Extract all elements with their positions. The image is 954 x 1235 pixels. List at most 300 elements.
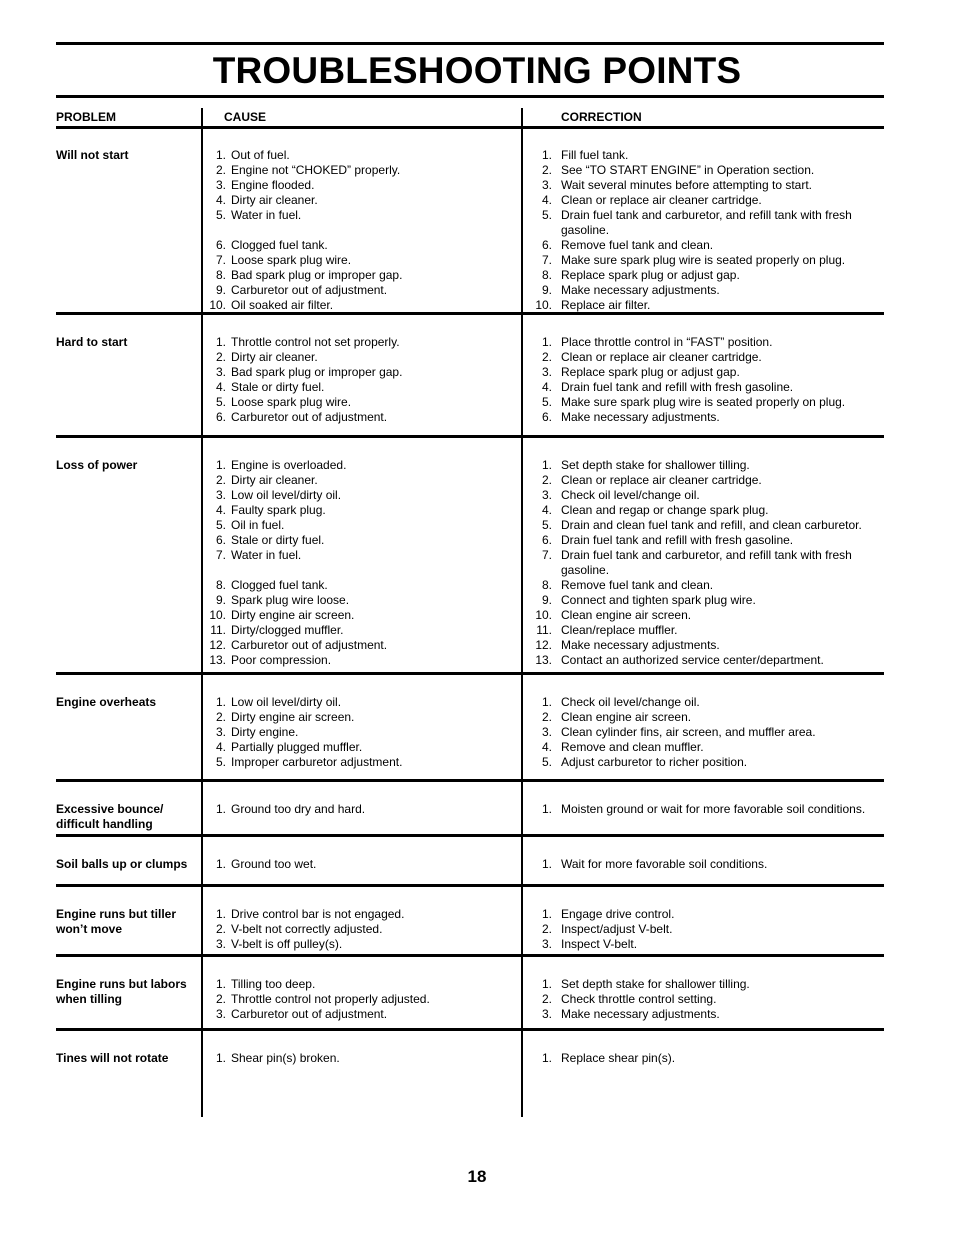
correction-item [534,937,879,952]
cause-item [206,725,516,740]
correction-number: 9. [541,593,552,607]
cause-text: Ground too wet. [231,857,317,871]
correction-number: 1. [541,695,552,709]
table-body [56,128,884,1117]
cause-item [206,410,516,425]
cause-text: Out of fuel. [231,148,290,162]
cause-text: Carburetor out of adjustment. [231,410,388,424]
cause-item [206,992,516,1007]
cause-text: Water in fuel. [231,208,302,222]
correction-number: 3. [541,178,552,192]
cause-number: 8. [215,578,226,592]
column-divider [201,128,203,315]
correction-item [534,653,879,668]
cause-number: 1. [215,458,226,472]
correction-number: 1. [541,335,552,349]
correction-item [534,710,879,725]
problem-text: Excessive bounce/ [56,802,164,816]
cause-item [206,178,516,193]
column-divider [521,675,523,782]
cause-number: 6. [215,533,226,547]
cause-item [206,802,516,817]
cause-item [206,268,516,283]
page-title: TROUBLESHOOTING POINTS [212,50,742,91]
correction-text: Check throttle control setting. [561,992,717,1006]
cause-text: Dirty engine air screen. [231,608,355,622]
correction-text: Remove fuel tank and clean. [561,238,714,252]
cause-item [206,608,516,623]
correction-item [534,977,879,992]
correction-number: 1. [541,458,552,472]
correction-number: 3. [541,365,552,379]
header-cause: CAUSE [224,110,267,124]
correction-text: Replace spark plug or adjust gap. [561,268,740,282]
correction-item [534,503,879,518]
correction-list [534,857,879,872]
correction-text: Clean or replace air cleaner cartridge. [561,350,762,364]
title-rule [56,95,884,98]
correction-item [534,578,879,593]
cause-item [206,488,516,503]
cause-item [206,503,516,518]
correction-item [534,755,879,770]
cause-text: Carburetor out of adjustment. [231,283,388,297]
correction-text: Replace air filter. [561,298,651,312]
correction-number: 5. [541,755,552,769]
cause-number: 3. [215,725,226,739]
correction-text: Check oil level/change oil. [561,488,700,502]
correction-text: Remove fuel tank and clean. [561,578,714,592]
cause-text: Tilling too deep. [231,977,316,991]
column-divider [521,887,523,957]
cause-item [206,148,516,163]
cause-text: Loose spark plug wire. [231,395,352,409]
header-divider-1 [201,108,203,128]
correction-number: 5. [541,208,552,222]
correction-item [534,458,879,473]
correction-list [534,335,879,425]
cause-item [206,253,516,268]
table-row [56,782,884,837]
header-problem: PROBLEM [56,110,116,124]
cause-number: 1. [215,148,226,162]
correction-text: Drain fuel tank and refill with fresh gasoline. [561,533,794,547]
correction-item [534,193,879,208]
column-divider [521,957,523,1031]
correction-item [534,725,879,740]
problem-text: Hard to start [56,335,128,349]
column-divider [201,315,203,438]
cause-text: Dirty engine air screen. [231,710,355,724]
correction-text: Make necessary adjustments. [561,638,720,652]
cause-number: 5. [215,395,226,409]
cause-number: 10. [209,298,226,312]
correction-text: Inspect/adjust V-belt. [561,922,673,936]
cause-number: 1. [215,695,226,709]
correction-item [534,1007,879,1022]
correction-item [534,593,879,608]
correction-text: Make sure spark plug wire is seated properly on plug. [561,395,846,409]
cause-number: 2. [215,922,226,936]
correction-item [534,178,879,193]
cause-number: 2. [215,163,226,177]
correction-number: 2. [541,163,552,177]
cause-number: 3. [215,178,226,192]
cause-text: Improper carburetor adjustment. [231,755,403,769]
correction-number: 13. [535,653,552,667]
column-divider [521,782,523,837]
correction-number: 6. [541,410,552,424]
cause-text: Partially plugged muffler. [231,740,363,754]
cause-item [206,653,516,668]
cause-item [206,380,516,395]
correction-item [534,857,879,872]
cause-text: Stale or dirty fuel. [231,380,325,394]
cause-number: 4. [215,740,226,754]
correction-number: 11. [536,623,552,637]
correction-item [534,488,879,503]
correction-number: 3. [541,725,552,739]
cause-number: 9. [215,593,226,607]
cause-list [206,802,516,817]
cause-item [206,365,516,380]
table-header [56,108,884,128]
correction-item [534,548,879,578]
correction-item [534,907,879,922]
cause-text: Clogged fuel tank. [231,578,328,592]
correction-text: See “TO START ENGINE” in Operation section. [561,163,815,177]
cause-number: 10. [209,608,226,622]
cause-number: 2. [215,350,226,364]
cause-text: Carburetor out of adjustment. [231,638,388,652]
correction-item [534,473,879,488]
correction-list [534,148,879,313]
correction-text: Set depth stake for shallower tilling. [561,977,750,991]
column-divider [521,837,523,887]
cause-number: 3. [215,1007,226,1021]
cause-list [206,335,516,425]
cause-number: 4. [215,193,226,207]
cause-number: 2. [215,992,226,1006]
correction-item [534,163,879,178]
column-divider [521,438,523,675]
correction-text: Drain fuel tank and carburetor, and refill tank with fresh gasoline. [561,548,852,577]
cause-text: Dirty air cleaner. [231,473,318,487]
correction-number: 2. [541,992,552,1006]
correction-item [534,238,879,253]
correction-number: 2. [541,473,552,487]
correction-item [534,253,879,268]
cause-number: 8. [215,268,226,282]
correction-text: Check oil level/change oil. [561,695,700,709]
cause-number: 5. [215,755,226,769]
correction-list [534,695,879,770]
correction-item [534,148,879,163]
cause-text: V-belt is off pulley(s). [231,937,343,951]
column-divider [201,887,203,957]
cause-item [206,755,516,770]
problem-text: Will not start [56,148,129,162]
correction-number: 5. [541,395,552,409]
correction-number: 10. [535,298,552,312]
cause-list [206,1051,516,1066]
column-divider [201,957,203,1031]
correction-text: Set depth stake for shallower tilling. [561,458,750,472]
correction-item [534,350,879,365]
cause-item [206,578,516,593]
cause-item [206,298,516,313]
cause-item [206,238,516,253]
cause-number: 6. [215,238,226,252]
cause-text: Bad spark plug or improper gap. [231,268,403,282]
cause-text: Throttle control not properly adjusted. [231,992,430,1006]
cause-number: 11. [210,623,226,637]
correction-text: Remove and clean muffler. [561,740,704,754]
correction-item [534,410,879,425]
correction-text: Place throttle control in “FAST” position. [561,335,773,349]
correction-item [534,623,879,638]
correction-text: Wait several minutes before attempting to start. [561,178,812,192]
cause-item [206,163,516,178]
problem-cell [56,977,199,1007]
correction-item [534,802,879,817]
table-row [56,957,884,1031]
column-divider [201,438,203,675]
correction-text: Drain fuel tank and carburetor, and refill tank with fresh gasoline. [561,208,852,237]
problem-text: Tines will not rotate [56,1051,169,1065]
correction-text: Engage drive control. [561,907,675,921]
problem-text: won’t move [56,922,123,936]
cause-number: 1. [215,857,226,871]
cause-text: Oil in fuel. [231,518,285,532]
cause-item [206,208,516,223]
cause-text: Spark plug wire loose. [231,593,350,607]
cause-number: 3. [215,365,226,379]
cause-item [206,710,516,725]
cause-number: 1. [215,977,226,991]
correction-number: 9. [541,283,552,297]
cause-number: 7. [215,253,226,267]
cause-list [206,695,516,770]
correction-list [534,458,879,668]
cause-text: Poor compression. [231,653,332,667]
page-number: 18 [467,1167,487,1186]
cause-number: 5. [215,518,226,532]
table-row [56,315,884,438]
correction-item [534,922,879,937]
correction-item [534,395,879,410]
problem-text: Engine overheats [56,695,157,709]
correction-number: 1. [541,977,552,991]
cause-item [206,395,516,410]
cause-text: V-belt not correctly adjusted. [231,922,383,936]
correction-text: Drain and clean fuel tank and refill, and clean carburetor. [561,518,862,532]
cause-number: 9. [215,283,226,297]
correction-number: 3. [541,937,552,951]
cause-item [206,623,516,638]
cause-text: Low oil level/dirty oil. [231,488,342,502]
header-correction: CORRECTION [561,110,642,124]
correction-item [534,208,879,238]
cause-item [206,473,516,488]
correction-text: Moisten ground or wait for more favorable soil conditions. [561,802,866,816]
cause-item [206,922,516,937]
cause-number: 1. [215,802,226,816]
correction-text: Connect and tighten spark plug wire. [561,593,756,607]
table-row [56,837,884,887]
correction-text: Clean or replace air cleaner cartridge. [561,473,762,487]
column-divider [521,315,523,438]
cause-item [206,937,516,952]
correction-number: 1. [541,857,552,871]
cause-text: Dirty engine. [231,725,299,739]
cause-item [206,857,516,872]
cause-number: 5. [215,208,226,222]
correction-item [534,518,879,533]
cause-text: Ground too dry and hard. [231,802,366,816]
cause-text: Low oil level/dirty oil. [231,695,342,709]
cause-number: 7. [215,548,226,562]
correction-list [534,802,879,817]
correction-item [534,1051,879,1066]
column-divider [201,675,203,782]
cause-text: Engine flooded. [231,178,315,192]
cause-item [206,350,516,365]
correction-item [534,695,879,710]
table-row [56,1031,884,1117]
correction-item [534,608,879,623]
cause-number: 2. [215,473,226,487]
correction-text: Make necessary adjustments. [561,283,720,297]
correction-item [534,533,879,548]
correction-number: 6. [541,238,552,252]
cause-item [206,548,516,563]
cause-text: Carburetor out of adjustment. [231,1007,388,1021]
troubleshooting-table [56,108,884,1117]
cause-item [206,1051,516,1066]
problem-text: Soil balls up or clumps [56,857,188,871]
cause-number: 4. [215,503,226,517]
cause-number: 1. [215,907,226,921]
correction-text: Make sure spark plug wire is seated properly on plug. [561,253,846,267]
problem-cell [56,907,199,937]
correction-text: Replace spark plug or adjust gap. [561,365,740,379]
cause-text: Drive control bar is not engaged. [231,907,405,921]
problem-cell [56,695,199,710]
correction-text: Fill fuel tank. [561,148,629,162]
cause-number: 13. [209,653,226,667]
cause-item [206,740,516,755]
cause-item [206,695,516,710]
correction-number: 1. [541,802,552,816]
cause-number: 6. [215,410,226,424]
cause-item [206,458,516,473]
column-divider [521,1031,523,1117]
cause-text: Water in fuel. [231,548,302,562]
cause-list [206,977,516,1022]
cause-item [206,907,516,922]
column-divider [201,837,203,887]
problem-text: difficult handling [56,817,153,831]
correction-text: Adjust carburetor to richer position. [561,755,748,769]
cause-text: Engine not “CHOKED” properly. [231,163,401,177]
cause-list [206,907,516,952]
cause-list [206,458,516,668]
correction-number: 2. [541,922,552,936]
cause-item [206,977,516,992]
correction-list [534,977,879,1022]
correction-text: Clean engine air screen. [561,710,692,724]
problem-text: Engine runs but labors [56,977,187,991]
correction-text: Replace shear pin(s). [561,1051,676,1065]
column-divider [201,1031,203,1117]
cause-item [206,283,516,298]
correction-item [534,380,879,395]
cause-text: Clogged fuel tank. [231,238,328,252]
top-rule [56,42,884,45]
cause-text: Faulty spark plug. [231,503,326,517]
cause-item [206,518,516,533]
cause-list [206,148,516,313]
correction-item [534,298,879,313]
cause-item [206,593,516,608]
cause-number: 3. [215,937,226,951]
cause-text: Oil soaked air filter. [231,298,334,312]
problem-text: Engine runs but tiller [56,907,177,921]
header-divider-2 [521,108,523,128]
correction-list [534,907,879,952]
cause-text: Dirty air cleaner. [231,193,318,207]
column-divider [201,782,203,837]
correction-number: 8. [541,268,552,282]
correction-item [534,365,879,380]
correction-number: 2. [541,710,552,724]
correction-number: 4. [541,740,552,754]
correction-text: Inspect V-belt. [561,937,638,951]
cause-text: Dirty/clogged muffler. [231,623,344,637]
correction-text: Drain fuel tank and refill with fresh gasoline. [561,380,794,394]
correction-number: 12. [535,638,552,652]
cause-item [206,193,516,208]
correction-number: 3. [541,488,552,502]
correction-item [534,268,879,283]
problem-cell [56,335,199,350]
correction-item [534,992,879,1007]
correction-number: 4. [541,380,552,394]
correction-text: Contact an authorized service center/department. [561,653,824,667]
table-row [56,128,884,315]
table-row [56,675,884,782]
column-divider [521,128,523,315]
problem-text: when tilling [56,992,122,1006]
correction-number: 10. [535,608,552,622]
correction-item [534,335,879,350]
correction-number: 6. [541,533,552,547]
correction-text: Clean engine air screen. [561,608,692,622]
correction-number: 7. [541,253,552,267]
correction-text: Clean/replace muffler. [561,623,678,637]
cause-number: 3. [215,488,226,502]
cause-item [206,638,516,653]
problem-cell [56,857,199,872]
correction-number: 1. [541,907,552,921]
cause-item [206,533,516,548]
correction-item [534,740,879,755]
correction-text: Make necessary adjustments. [561,410,720,424]
cause-list [206,857,516,872]
cause-item [206,1007,516,1022]
problem-cell [56,802,199,832]
